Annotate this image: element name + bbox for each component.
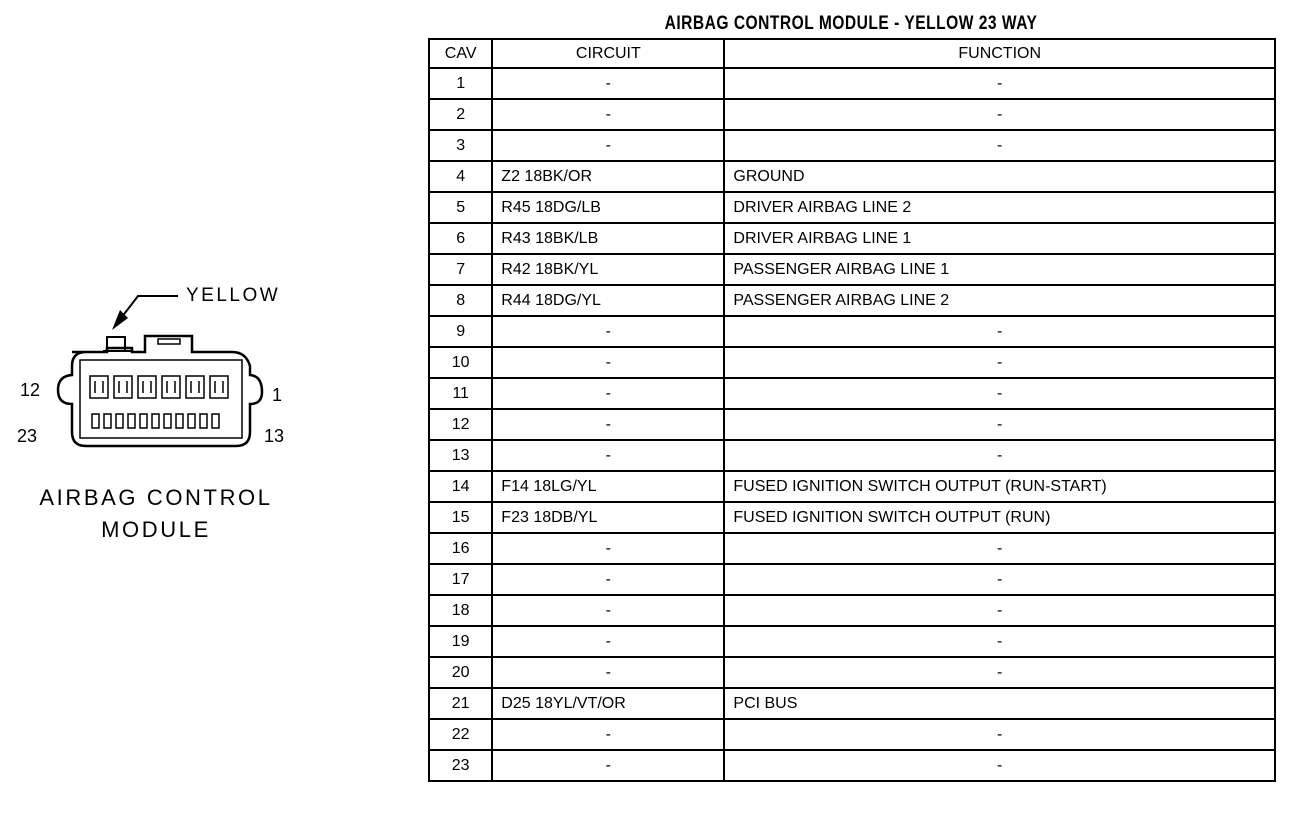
- pinout-table: [428, 38, 1276, 782]
- cav-cell: 8: [429, 285, 492, 316]
- table-row: [429, 533, 1275, 564]
- circuit-cell: R44 18DG/YL: [492, 285, 724, 316]
- function-cell: -: [724, 347, 1275, 378]
- circuit-cell: R45 18DG/LB: [492, 192, 724, 223]
- connector-face-drawing: [0, 0, 420, 840]
- circuit-cell: -: [492, 130, 724, 161]
- circuit-cell: -: [492, 68, 724, 99]
- function-cell: FUSED IGNITION SWITCH OUTPUT (RUN-START): [724, 471, 1275, 502]
- cav-cell: 6: [429, 223, 492, 254]
- header-circuit: CIRCUIT: [492, 39, 724, 68]
- circuit-cell: R43 18BK/LB: [492, 223, 724, 254]
- function-cell: -: [724, 409, 1275, 440]
- pin-label-bottom-right: 13: [264, 426, 285, 446]
- function-cell: DRIVER AIRBAG LINE 2: [724, 192, 1275, 223]
- table-row: [429, 254, 1275, 285]
- table-header-row: [429, 39, 1275, 68]
- function-cell: -: [724, 750, 1275, 781]
- connector-illustration: [0, 0, 420, 840]
- table-row: [429, 409, 1275, 440]
- table-row: [429, 657, 1275, 688]
- cav-cell: 20: [429, 657, 492, 688]
- header-function: FUNCTION: [724, 39, 1275, 68]
- cav-cell: 4: [429, 161, 492, 192]
- table-row: [429, 223, 1275, 254]
- top-row-pins: [90, 376, 228, 398]
- function-cell: -: [724, 440, 1275, 471]
- cav-cell: 14: [429, 471, 492, 502]
- function-cell: -: [724, 533, 1275, 564]
- circuit-cell: -: [492, 347, 724, 378]
- function-cell: -: [724, 719, 1275, 750]
- module-caption-line1: AIRBAG CONTROL: [39, 485, 273, 510]
- function-cell: PASSENGER AIRBAG LINE 2: [724, 285, 1275, 316]
- function-cell: DRIVER AIRBAG LINE 1: [724, 223, 1275, 254]
- table-title: AIRBAG CONTROL MODULE - YELLOW 23 WAY: [664, 13, 1038, 34]
- connector-color-label: YELLOW: [186, 285, 281, 306]
- cav-cell: 5: [429, 192, 492, 223]
- circuit-cell: -: [492, 595, 724, 626]
- circuit-cell: F23 18DB/YL: [492, 502, 724, 533]
- table-row: [429, 750, 1275, 781]
- circuit-cell: -: [492, 657, 724, 688]
- table-row: [429, 688, 1275, 719]
- circuit-cell: -: [492, 316, 724, 347]
- function-cell: PASSENGER AIRBAG LINE 1: [724, 254, 1275, 285]
- cav-cell: 15: [429, 502, 492, 533]
- function-cell: FUSED IGNITION SWITCH OUTPUT (RUN): [724, 502, 1275, 533]
- table-row: [429, 192, 1275, 223]
- table-row: [429, 471, 1275, 502]
- module-caption: [22, 482, 290, 546]
- function-cell: -: [724, 68, 1275, 99]
- connector-body-outline: [58, 336, 262, 446]
- table-row: [429, 626, 1275, 657]
- cav-cell: 17: [429, 564, 492, 595]
- table-row: [429, 378, 1275, 409]
- cav-cell: 12: [429, 409, 492, 440]
- function-cell: -: [724, 130, 1275, 161]
- cav-cell: 13: [429, 440, 492, 471]
- function-cell: PCI BUS: [724, 688, 1275, 719]
- table-row: [429, 440, 1275, 471]
- cav-cell: 16: [429, 533, 492, 564]
- table-row: [429, 502, 1275, 533]
- pin-label-top-left: 12: [20, 380, 41, 400]
- function-cell: -: [724, 316, 1275, 347]
- yellow-leader-line: [115, 296, 178, 326]
- table-row: [429, 130, 1275, 161]
- circuit-cell: D25 18YL/VT/OR: [492, 688, 724, 719]
- circuit-cell: -: [492, 409, 724, 440]
- cav-cell: 21: [429, 688, 492, 719]
- circuit-cell: -: [492, 440, 724, 471]
- cav-cell: 22: [429, 719, 492, 750]
- header-cav: CAV: [429, 39, 492, 68]
- circuit-cell: -: [492, 378, 724, 409]
- cav-cell: 19: [429, 626, 492, 657]
- table-row: [429, 285, 1275, 316]
- cav-cell: 9: [429, 316, 492, 347]
- circuit-cell: -: [492, 750, 724, 781]
- pin-label-top-right: 1: [272, 385, 283, 405]
- cav-cell: 2: [429, 99, 492, 130]
- pin-label-bottom-left: 23: [17, 426, 38, 446]
- bottom-row-pins: [92, 414, 219, 428]
- function-cell: -: [724, 626, 1275, 657]
- table-row: [429, 347, 1275, 378]
- cav-cell: 1: [429, 68, 492, 99]
- function-cell: -: [724, 657, 1275, 688]
- module-caption-line2: MODULE: [101, 517, 211, 542]
- circuit-cell: -: [492, 626, 724, 657]
- table-row: [429, 99, 1275, 130]
- circuit-cell: F14 18LG/YL: [492, 471, 724, 502]
- cav-cell: 7: [429, 254, 492, 285]
- circuit-cell: Z2 18BK/OR: [492, 161, 724, 192]
- table-row: [429, 564, 1275, 595]
- circuit-cell: -: [492, 564, 724, 595]
- circuit-cell: -: [492, 719, 724, 750]
- function-cell: -: [724, 378, 1275, 409]
- table-row: [429, 161, 1275, 192]
- cav-cell: 23: [429, 750, 492, 781]
- function-cell: -: [724, 564, 1275, 595]
- table-row: [429, 595, 1275, 626]
- table-row: [429, 316, 1275, 347]
- cav-cell: 10: [429, 347, 492, 378]
- table-row: [429, 719, 1275, 750]
- table-row: [429, 68, 1275, 99]
- pinout-table-body: [429, 68, 1275, 781]
- cav-cell: 18: [429, 595, 492, 626]
- function-cell: GROUND: [724, 161, 1275, 192]
- circuit-cell: R42 18BK/YL: [492, 254, 724, 285]
- circuit-cell: -: [492, 533, 724, 564]
- function-cell: -: [724, 595, 1275, 626]
- function-cell: -: [724, 99, 1275, 130]
- cav-cell: 3: [429, 130, 492, 161]
- cav-cell: 11: [429, 378, 492, 409]
- circuit-cell: -: [492, 99, 724, 130]
